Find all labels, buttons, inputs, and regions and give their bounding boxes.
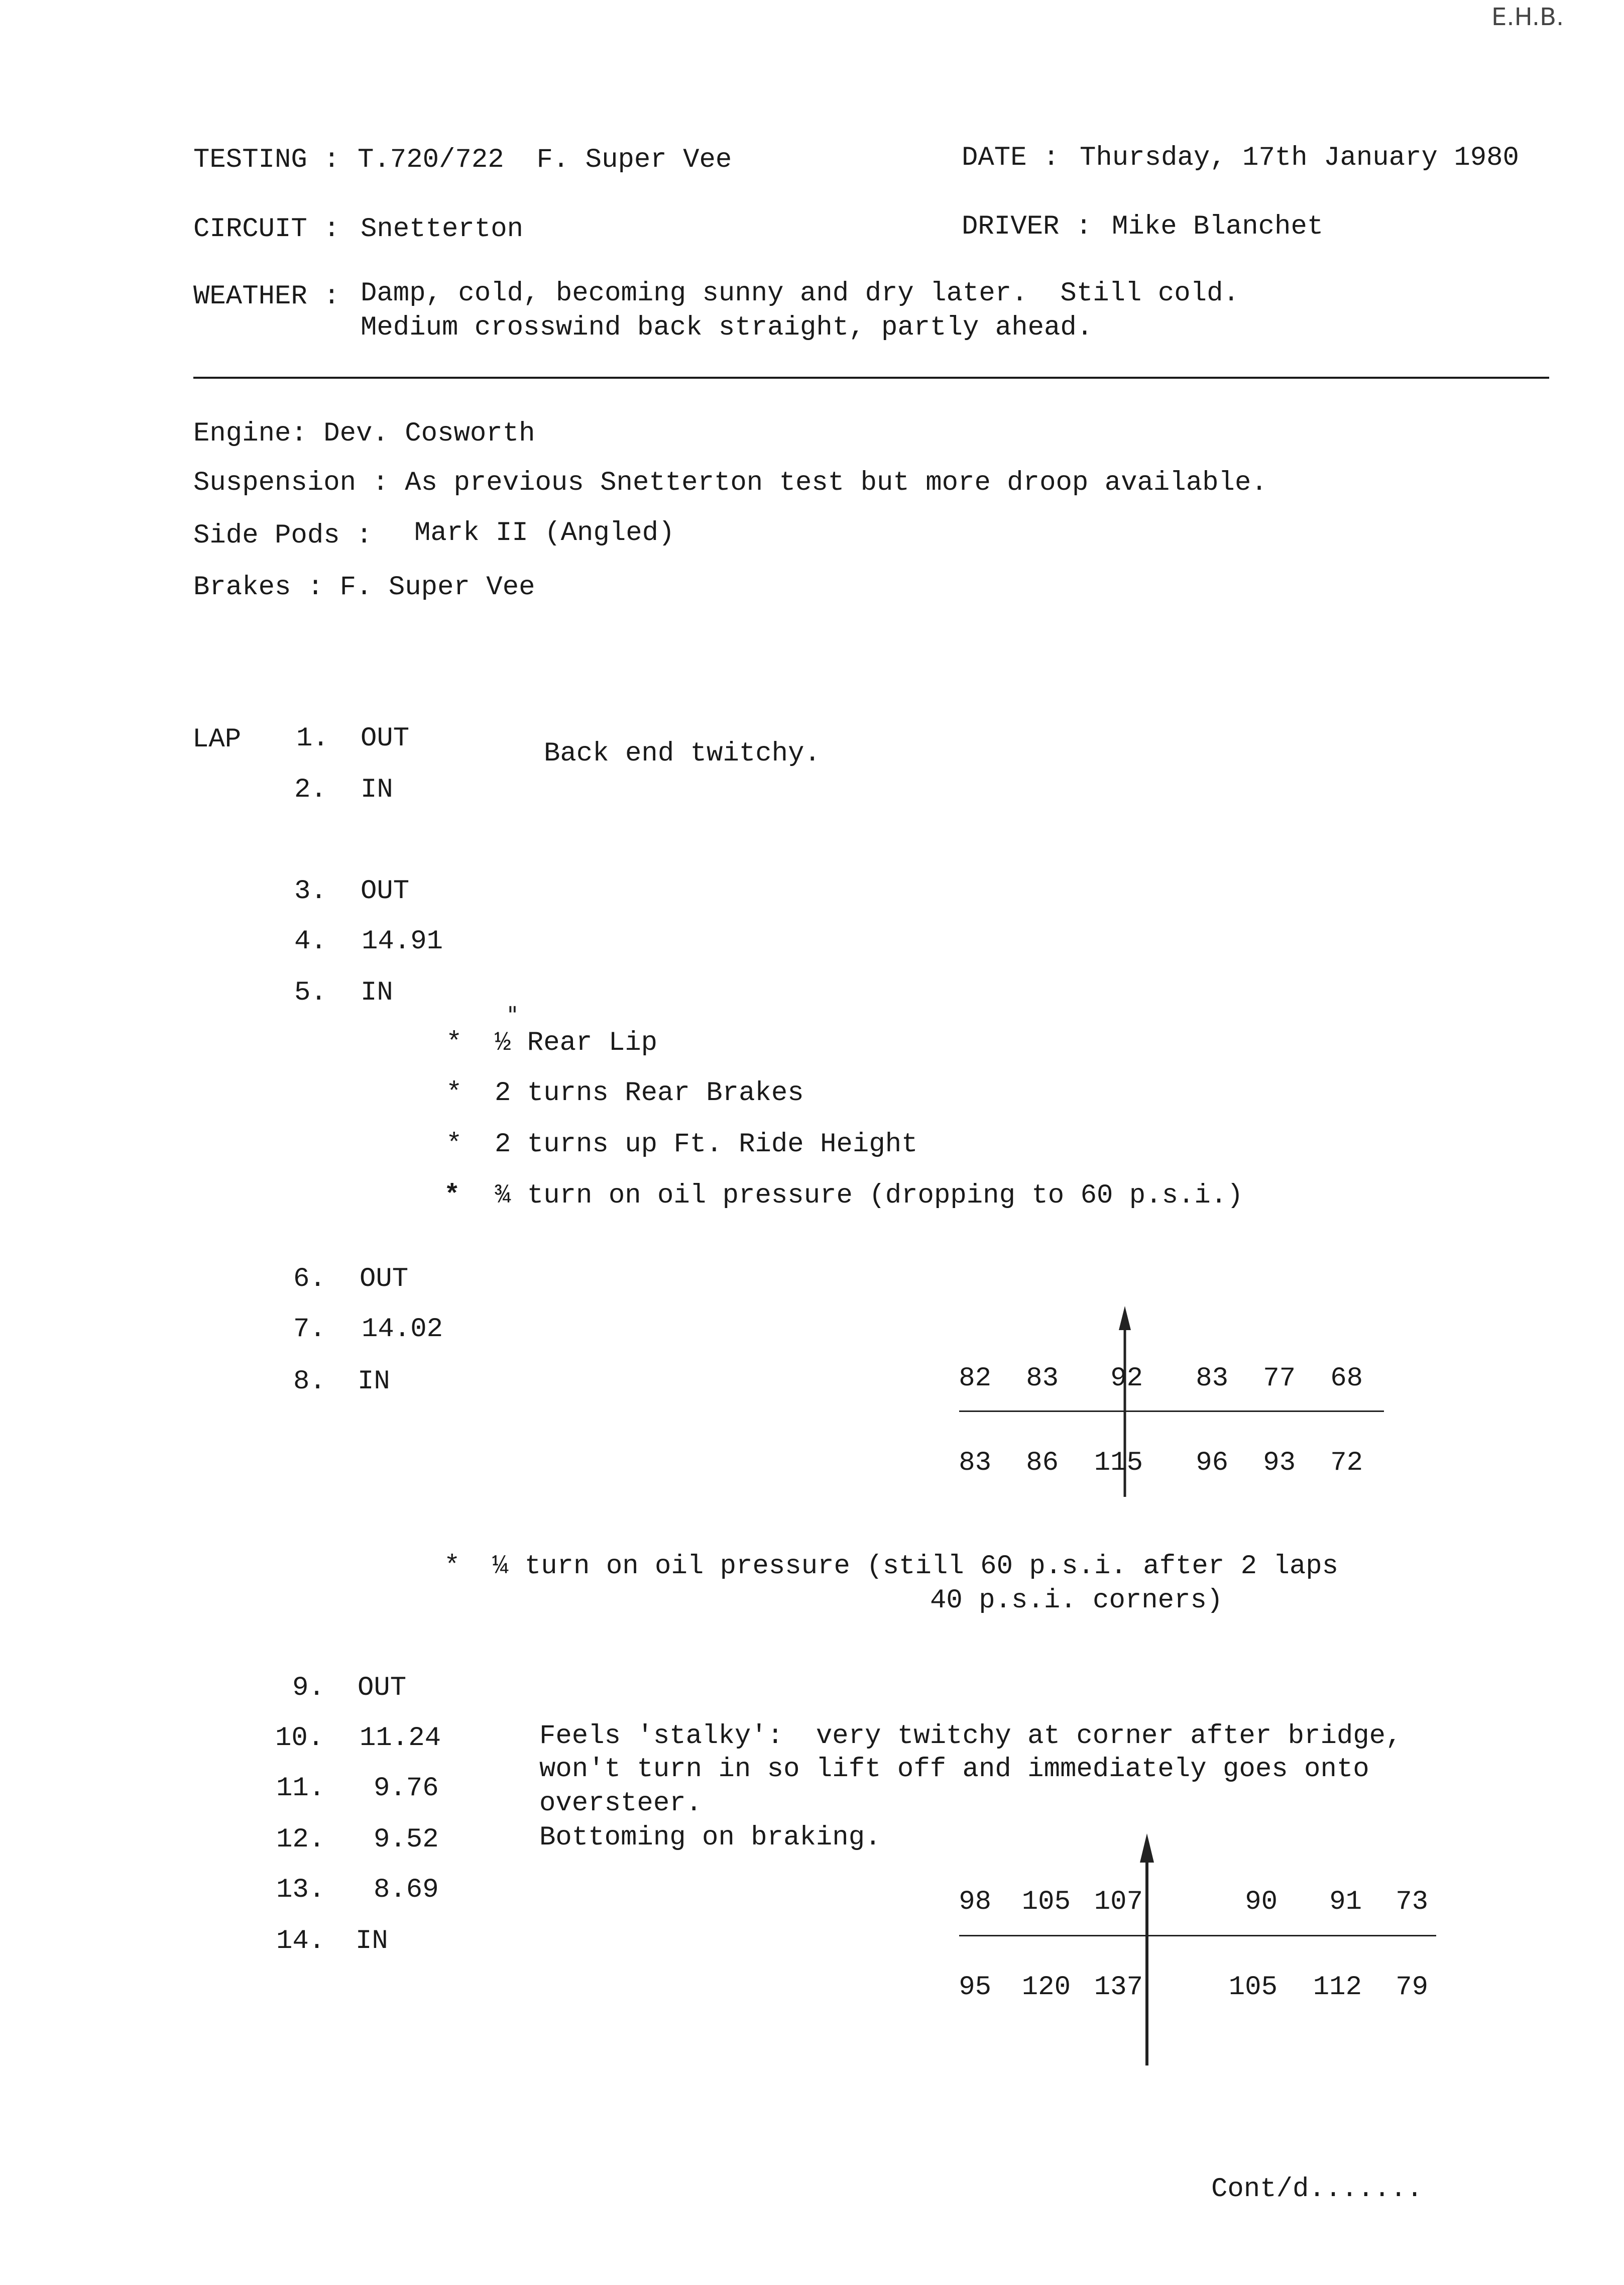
lap-value: IN — [361, 977, 393, 1008]
lap-number: 11. — [276, 1773, 325, 1804]
weather-line-1: Damp, cold, becoming sunny and dry later. Still cold. — [361, 278, 1239, 309]
lap-value: 14.91 — [362, 926, 443, 957]
temp-value: 105 — [1021, 1887, 1071, 1917]
continued-footer: Cont/d....... — [1211, 2174, 1423, 2205]
handling-note-line-1: Feels 'stalky': very twitchy at corner after bridge, — [539, 1721, 1402, 1752]
temp-value: 83 — [959, 1448, 991, 1478]
lap-number: 9. — [292, 1673, 325, 1703]
lap-number: 4. — [294, 926, 327, 957]
temp-value: 91 — [1329, 1887, 1362, 1917]
temp-value: 115 — [1094, 1448, 1143, 1478]
change-text: 2 turns Rear Brakes — [495, 1078, 804, 1109]
circuit-label: CIRCUIT : — [193, 214, 340, 245]
brakes-line: Brakes : F. Super Vee — [193, 572, 535, 603]
lap-number: 3. — [294, 876, 327, 907]
temp-value: 73 — [1396, 1887, 1428, 1917]
lap-number: 1. — [296, 723, 329, 754]
handwritten-initials: E.H.B. — [1491, 3, 1564, 31]
grid-divider — [959, 1410, 1384, 1412]
lap-number: 10. — [275, 1723, 324, 1754]
lap-number: 8. — [293, 1366, 326, 1397]
temp-value: 90 — [1245, 1887, 1278, 1917]
arrow-icon — [1132, 1833, 1162, 2070]
suspension-line: Suspension : As previous Snetterton test but more droop available. — [193, 468, 1267, 498]
lap-value: IN — [356, 1926, 388, 1956]
temp-value: 83 — [1026, 1363, 1059, 1394]
temp-value: 93 — [1263, 1448, 1296, 1478]
temp-value: 112 — [1313, 1972, 1362, 2003]
date-value: Thursday, 17th January 1980 — [1080, 143, 1519, 173]
oil-pressure-line-1: ¼ turn on oil pressure (still 60 p.s.i. after 2 laps — [492, 1551, 1339, 1582]
lap-value: OUT — [361, 876, 410, 907]
lap-number: 12. — [276, 1824, 325, 1855]
temp-value: 68 — [1330, 1363, 1363, 1394]
side-pods-label: Side Pods : — [193, 520, 373, 551]
lap-value: 9.76 — [374, 1773, 439, 1804]
change-text: 2 turns up Ft. Ride Height — [495, 1129, 918, 1160]
driver-value: Mike Blanchet — [1112, 211, 1324, 242]
temp-value: 83 — [1196, 1363, 1228, 1394]
temp-value: 92 — [1110, 1363, 1143, 1394]
temp-value: 96 — [1196, 1448, 1228, 1478]
date-label: DATE : — [962, 143, 1060, 173]
circuit-value: Snetterton — [361, 214, 524, 245]
engine-line: Engine: Dev. Cosworth — [193, 418, 535, 449]
temp-value: 120 — [1021, 1972, 1071, 2003]
change-bullet: * — [446, 1078, 462, 1109]
side-pods-value: Mark II (Angled) — [414, 518, 675, 549]
temp-value: 95 — [959, 1972, 991, 2003]
change-bullet: * — [444, 1551, 460, 1582]
lap-value: OUT — [360, 1264, 409, 1294]
testing-label: TESTING : — [193, 145, 340, 175]
lap-value: OUT — [361, 723, 410, 754]
change-bullet: * — [444, 1180, 460, 1211]
weather-label: WEATHER : — [193, 281, 340, 312]
lap-number: 6. — [293, 1264, 326, 1294]
lap-value: 8.69 — [374, 1875, 439, 1905]
lap-value: OUT — [358, 1673, 407, 1703]
handling-note-line-3: oversteer. — [539, 1788, 703, 1819]
change-bullet: * — [446, 1129, 462, 1160]
lap-number: 7. — [293, 1314, 326, 1345]
lap-number: 13. — [276, 1875, 325, 1905]
lap-value: 9.52 — [374, 1824, 439, 1855]
temp-value: 107 — [1094, 1887, 1143, 1917]
lap-value: 11.24 — [360, 1723, 441, 1754]
note-back-end-twitchy: Back end twitchy. — [544, 738, 821, 769]
header-divider — [193, 377, 1549, 379]
lap-value: 14.02 — [362, 1314, 443, 1345]
lap-number: 5. — [294, 977, 327, 1008]
handling-note-line-4: Bottoming on braking. — [539, 1822, 881, 1853]
temp-value: 98 — [959, 1887, 991, 1917]
change-text: ¾ turn on oil pressure (dropping to 60 p.s.i.) — [495, 1180, 1243, 1211]
temp-value: 79 — [1396, 1972, 1428, 2003]
temp-value: 105 — [1228, 1972, 1278, 2003]
lap-label: LAP — [192, 724, 242, 755]
oil-pressure-line-2: 40 p.s.i. corners) — [930, 1585, 1223, 1616]
inch-mark: " — [507, 1002, 518, 1029]
testing-value: T.720/722 F. Super Vee — [358, 145, 732, 175]
tyre-temperature-grid — [954, 1306, 1386, 1502]
temp-value: 86 — [1026, 1448, 1059, 1478]
driver-label: DRIVER : — [962, 211, 1092, 242]
weather-line-2: Medium crosswind back straight, partly ahead. — [361, 312, 1093, 343]
tyre-temperature-grid — [954, 1833, 1436, 2070]
change-bullet: * — [446, 1028, 462, 1058]
handling-note-line-2: won't turn in so lift off and immediately goes onto — [539, 1754, 1369, 1785]
lap-number: 14. — [276, 1926, 325, 1956]
lap-value: IN — [358, 1366, 390, 1397]
temp-value: 82 — [959, 1363, 991, 1394]
temp-value: 137 — [1094, 1972, 1143, 2003]
grid-divider — [959, 1935, 1436, 1936]
lap-value: IN — [361, 775, 393, 805]
lap-number: 2. — [294, 775, 327, 805]
temp-value: 77 — [1263, 1363, 1296, 1394]
temp-value: 72 — [1330, 1448, 1363, 1478]
change-text: ½ Rear Lip — [495, 1028, 658, 1058]
